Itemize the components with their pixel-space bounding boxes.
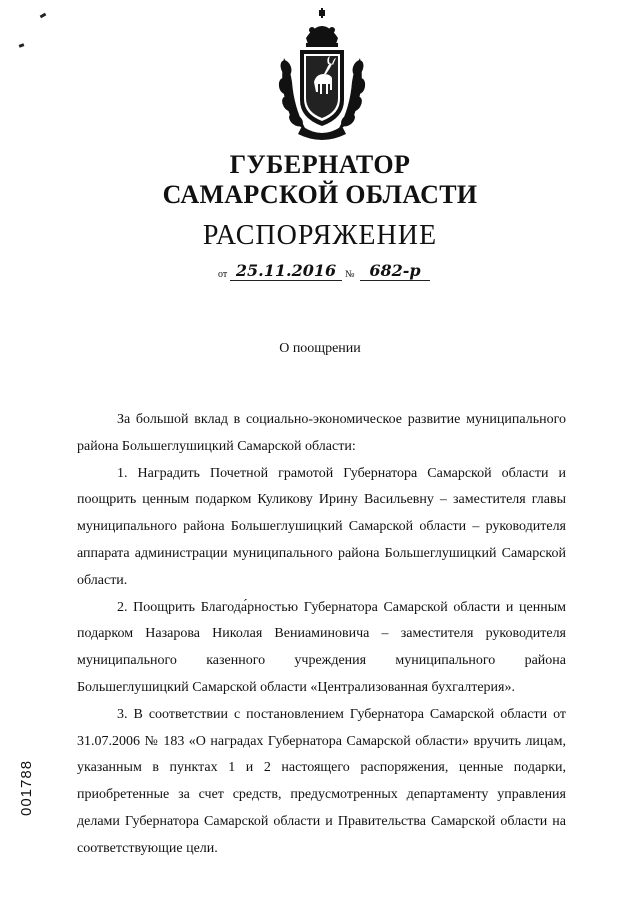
document-number: 682-р xyxy=(360,261,430,281)
body-item-3: 3. В соответствии с постановлением Губернатора Самарской области от 31.07.2006 № 183 «О наградах Губернатора Самарской области» вручить лицам, указанным в пунктах 1 и 2 настоящего распоряжения, ценные подарки, приобретенные за счет средств, предусмотренных департаменту управления делами Губернатора Самарской области и Правительства Самарской области на соответствующие цели. xyxy=(77,706,566,856)
registration-number-stamp xyxy=(18,670,68,816)
number-prefix: № xyxy=(345,269,355,280)
date-prefix: от xyxy=(218,269,228,280)
issuer-title-line1: ГУБЕРНАТОР xyxy=(229,150,411,179)
document-type-title: РАСПОРЯЖЕНИЕ xyxy=(202,220,438,251)
body-item-1: 1. Наградить Почетной грамотой Губернатора Самарской области и поощрить ценным подарком Куликову Ирину Васильевну – заместителя главы муниципального района Большеглушицкий Самарской области – руководителя аппарата администрации муниципального района Большеглушицкий Самарской области. xyxy=(77,465,566,588)
document-reference-line xyxy=(218,262,458,284)
body-intro-paragraph: За большой вклад в социально-экономическое развитие муниципального района Большеглушицкий Самарской области: xyxy=(77,412,566,454)
coat-of-arms-emblem xyxy=(276,8,368,140)
document-subject: О поощрении xyxy=(279,341,361,356)
registration-number: 001788 xyxy=(18,759,35,816)
issuer-title-line2: САМАРСКОЙ ОБЛАСТИ xyxy=(162,180,478,209)
document-body xyxy=(77,407,566,863)
document-date: 25.11.2016 xyxy=(230,261,342,281)
body-item-2: 2. Поощрить Благода́рностью Губернатора Самарской области и ценным подарком Назарова Николая Вениаминовича – заместителя руководителя муниципального казенного учреждения муниципального района Большеглушицкий Самарской области «Централизованная бухгалтерия». xyxy=(77,599,566,695)
scan-mark xyxy=(40,13,47,19)
scan-mark xyxy=(19,43,25,48)
